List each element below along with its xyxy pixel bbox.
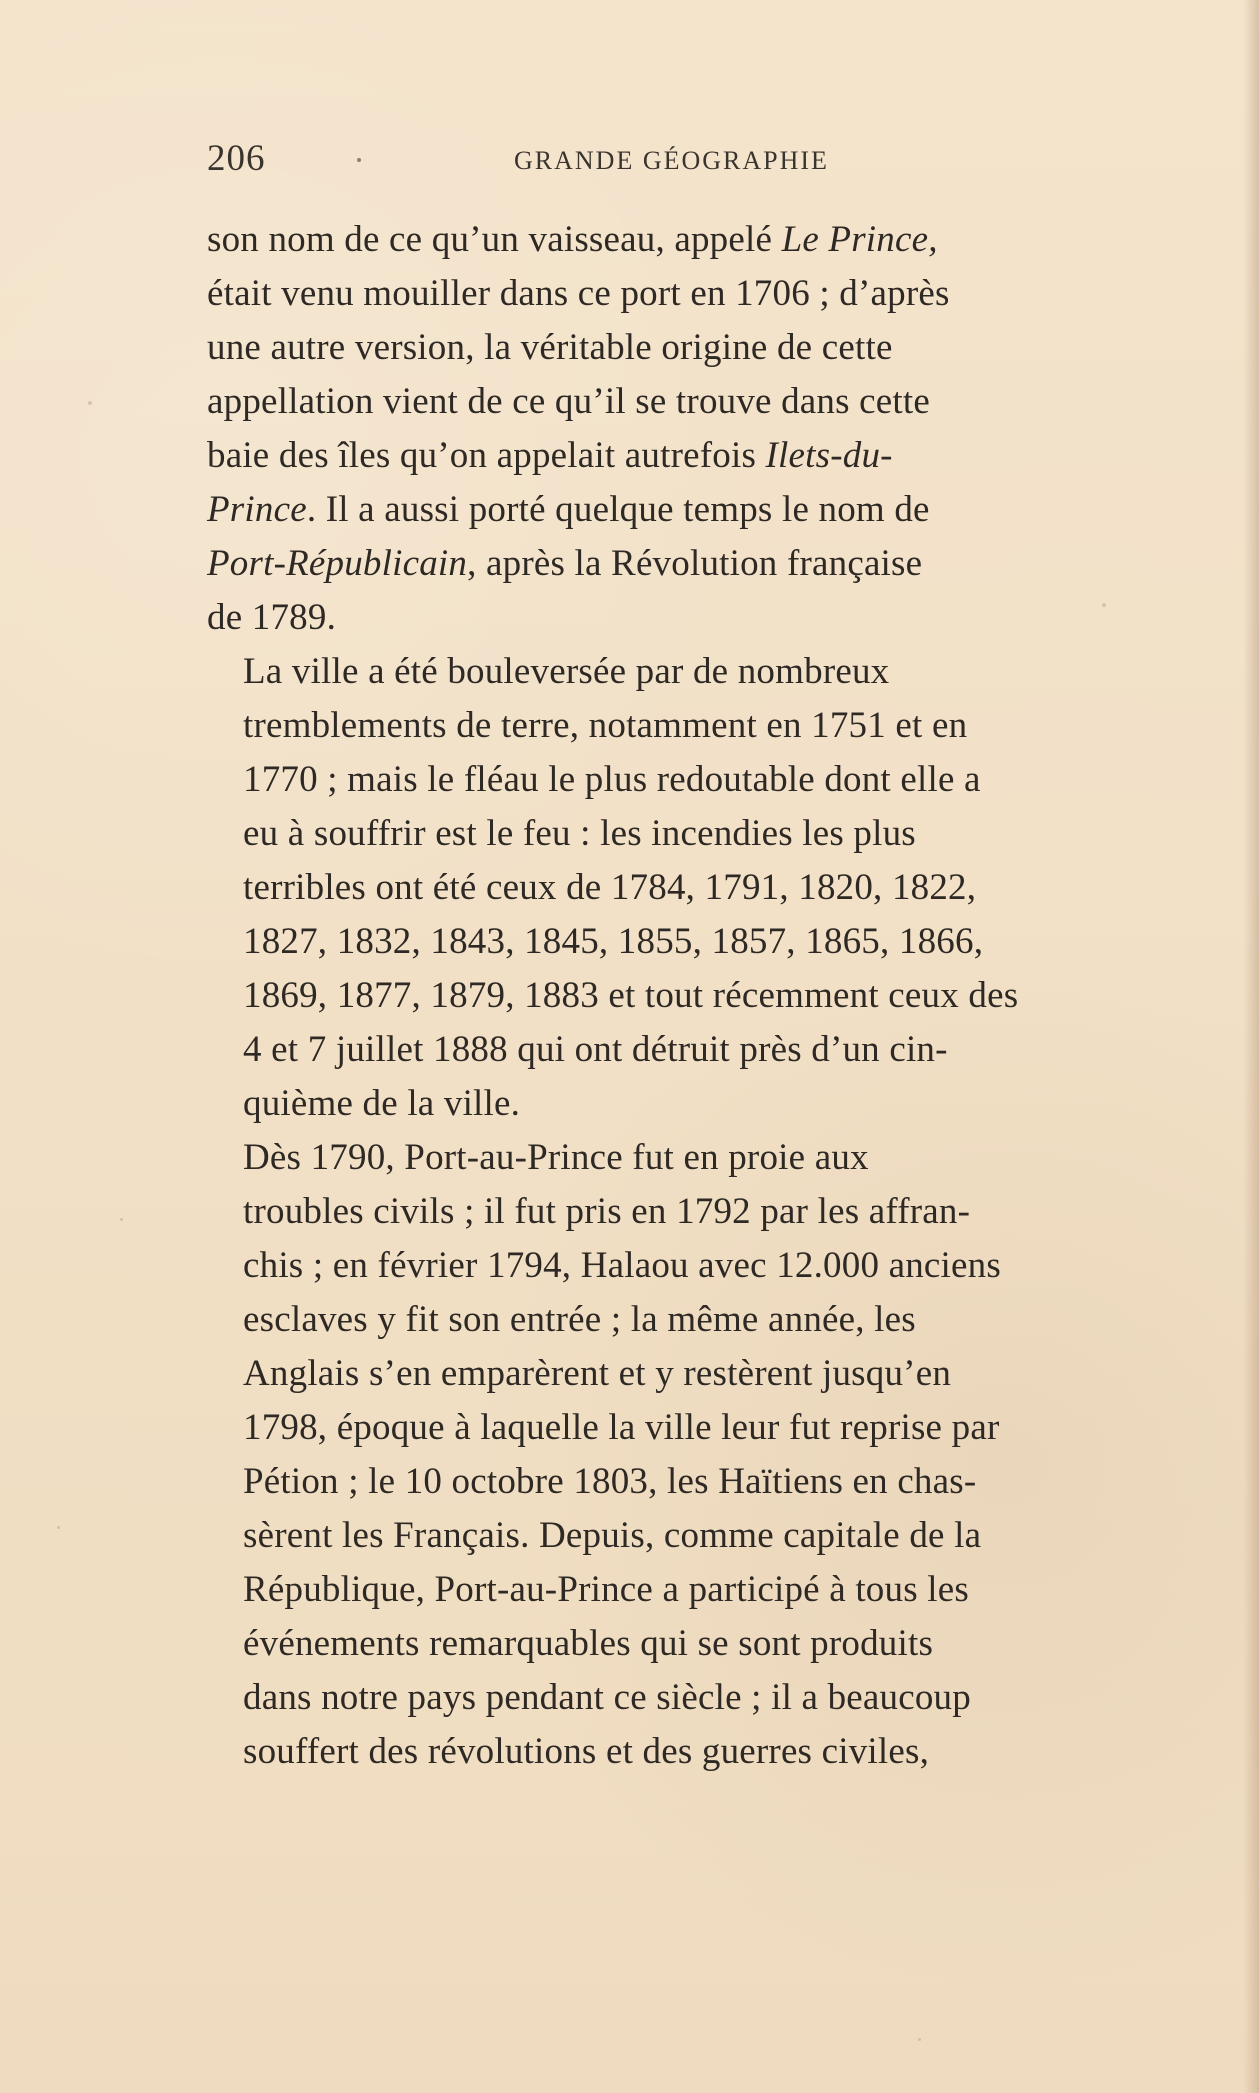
italic-text-segment: Port-Républicain xyxy=(207,543,468,584)
paper-speck xyxy=(88,401,92,405)
text-segment: événements remarquables qui se sont produits xyxy=(243,1623,934,1664)
text-line xyxy=(207,1401,1181,1455)
text-segment: La ville a été bouleversée par de nombreux xyxy=(243,651,890,692)
text-segment: Pétion ; le 10 octobre 1803, les Haïtiens en chas- xyxy=(243,1461,977,1502)
text-segment: esclaves y fit son entrée ; la même année, les xyxy=(243,1299,916,1340)
text-segment: 1798, époque à laquelle la ville leur fut reprise par xyxy=(243,1407,1000,1448)
text-segment: . Il a aussi porté quelque temps le nom de xyxy=(306,489,930,530)
text-line xyxy=(207,267,1181,321)
text-segment: dans notre pays pendant ce siècle ; il a beaucoup xyxy=(243,1677,971,1718)
text-line xyxy=(207,1563,1181,1617)
text-segment: appellation vient de ce qu’il se trouve dans cette xyxy=(207,381,931,422)
text-segment: sèrent les Français. Depuis, comme capitale de la xyxy=(243,1515,982,1556)
text-line xyxy=(207,645,1181,699)
text-segment: souffert des révolutions et des guerres civiles, xyxy=(243,1731,930,1772)
text-segment: troubles civils ; il fut pris en 1792 par les affran- xyxy=(243,1191,971,1232)
text-segment: 1770 ; mais le fléau le plus redoutable dont elle a xyxy=(243,759,981,800)
text-line xyxy=(207,969,1181,1023)
paragraph-2 xyxy=(207,645,1181,1131)
text-line xyxy=(207,1131,1181,1185)
italic-text-segment: Le Prince, xyxy=(781,219,938,260)
running-title: GRANDE GÉOGRAPHIE xyxy=(514,146,829,175)
text-segment: 1827, 1832, 1843, 1845, 1855, 1857, 1865, 1866, xyxy=(243,921,984,962)
text-line xyxy=(207,807,1181,861)
text-line xyxy=(207,1509,1181,1563)
text-line xyxy=(207,483,1181,537)
text-line xyxy=(207,1671,1181,1725)
text-line xyxy=(207,1455,1181,1509)
header-dot xyxy=(357,158,361,162)
page-number: 206 xyxy=(207,138,266,179)
paragraph-3 xyxy=(207,1131,1181,1779)
text-line xyxy=(207,1239,1181,1293)
page-edge-shadow xyxy=(1243,0,1259,2093)
text-line xyxy=(207,537,1181,591)
text-line xyxy=(207,429,1181,483)
text-line xyxy=(207,861,1181,915)
text-line xyxy=(207,1023,1181,1077)
text-line xyxy=(207,1725,1181,1779)
text-segment: son nom de ce qu’un vaisseau, appelé xyxy=(207,219,782,260)
text-line xyxy=(207,375,1181,429)
text-segment: terribles ont été ceux de 1784, 1791, 1820, 1822, xyxy=(243,867,977,908)
text-segment: de 1789. xyxy=(207,597,337,638)
text-line xyxy=(207,321,1181,375)
text-line xyxy=(207,213,1181,267)
text-line xyxy=(207,699,1181,753)
text-segment: Dès 1790, Port-au-Prince fut en proie aux xyxy=(243,1137,869,1178)
text-segment: tremblements de terre, notamment en 1751 et en xyxy=(243,705,968,746)
text-segment: République, Port-au-Prince a participé à tous les xyxy=(243,1569,969,1610)
text-segment: quième de la ville. xyxy=(243,1083,521,1124)
paper-speck xyxy=(1102,603,1106,607)
text-line xyxy=(207,1347,1181,1401)
text-segment: était venu mouiller dans ce port en 1706 ; d’après xyxy=(207,273,950,314)
text-segment: 4 et 7 juillet 1888 qui ont détruit près d’un cin- xyxy=(243,1029,948,1070)
paper-speck xyxy=(120,1218,123,1221)
text-segment: chis ; en février 1794, Halaou avec 12.000 anciens xyxy=(243,1245,1001,1286)
paper-speck xyxy=(918,2038,921,2041)
text-segment: Anglais s’en emparèrent et y restèrent jusqu’en xyxy=(243,1353,952,1394)
text-line xyxy=(207,915,1181,969)
text-line xyxy=(207,1185,1181,1239)
paragraph-1 xyxy=(207,213,1181,645)
paper-speck xyxy=(57,1526,60,1529)
italic-text-segment: Prince xyxy=(207,489,307,530)
text-segment: baie des îles qu’on appelait autrefois xyxy=(207,435,766,476)
text-segment: 1869, 1877, 1879, 1883 et tout récemment ceux des xyxy=(243,975,1019,1016)
body-text xyxy=(207,213,1181,1779)
text-segment: une autre version, la véritable origine de cette xyxy=(207,327,893,368)
text-segment: eu à souffrir est le feu : les incendies les plus xyxy=(243,813,916,854)
text-line xyxy=(207,1617,1181,1671)
text-line xyxy=(207,591,1181,645)
text-line xyxy=(207,753,1181,807)
text-line xyxy=(207,1293,1181,1347)
italic-text-segment: Ilets-du- xyxy=(765,435,893,476)
text-segment: , après la Révolution française xyxy=(467,543,923,584)
page-header xyxy=(207,138,1181,186)
text-line xyxy=(207,1077,1181,1131)
